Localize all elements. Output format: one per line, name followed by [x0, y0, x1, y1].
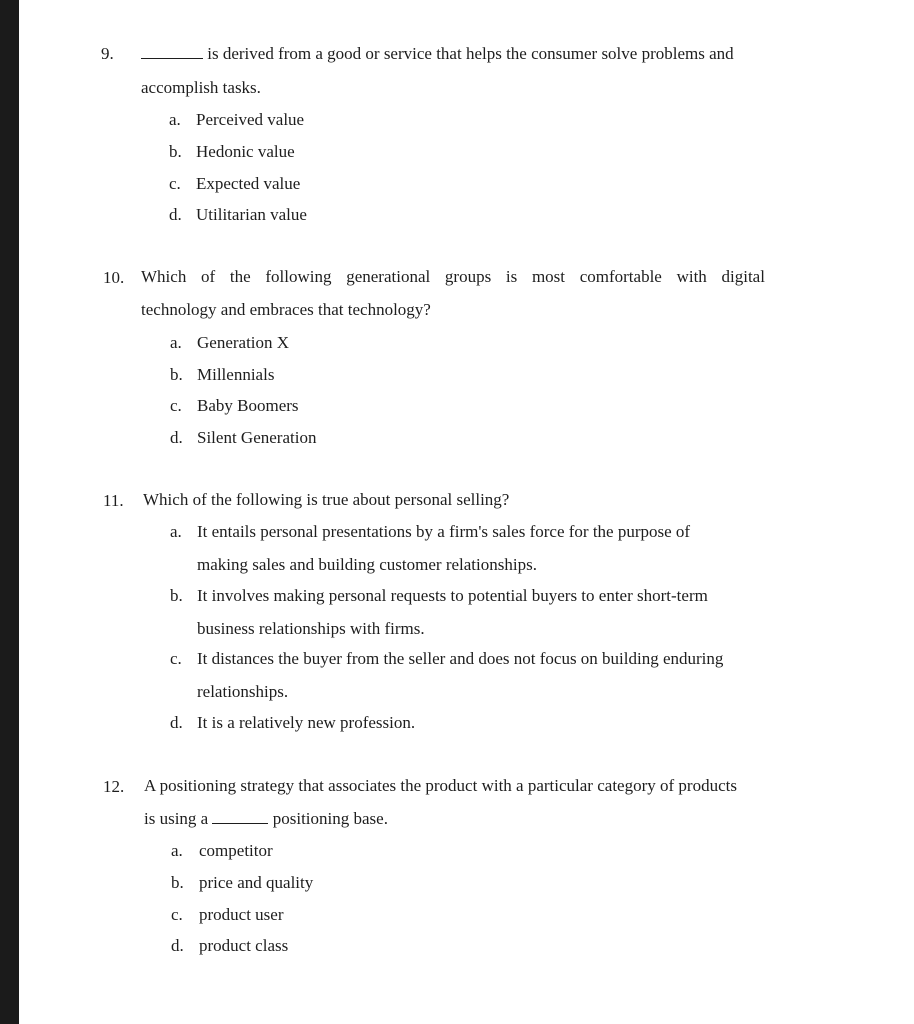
option-letter: b.	[171, 873, 184, 892]
word: comfortable	[579, 267, 662, 286]
question-text-fragment: is using a	[144, 809, 209, 828]
word: of	[201, 267, 216, 286]
option-text: Generation X	[197, 333, 290, 352]
word: generational	[346, 267, 431, 286]
option-text: Baby Boomers	[197, 396, 299, 415]
question-text-line-2: technology and embraces that technology?	[141, 300, 431, 319]
option-text: price and quality	[199, 873, 314, 892]
option-text: Utilitarian value	[196, 205, 307, 224]
answer-blank	[212, 811, 268, 824]
option-text-line-1: It involves making personal requests to potential buyers to enter short-term	[197, 586, 708, 605]
question-number: 11.	[103, 491, 124, 510]
option-letter: c.	[170, 396, 182, 415]
word: groups	[444, 267, 492, 286]
option-text: Expected value	[196, 174, 301, 193]
question-number: 12.	[103, 777, 125, 796]
question-text-line-1: Which of the following is true about personal selling?	[143, 490, 510, 509]
option-text-line-2: making sales and building customer relationships.	[197, 555, 537, 574]
question-text-line-1	[141, 44, 734, 64]
option-letter: d.	[169, 205, 182, 224]
option-text: product class	[199, 936, 289, 955]
question-text-line-1: A positioning strategy that associates the product with a particular category of products	[144, 776, 737, 795]
option-letter: a.	[170, 522, 182, 541]
option-text-line-2: relationships.	[197, 682, 289, 701]
option-letter: b.	[170, 365, 183, 384]
option-letter: d.	[170, 713, 183, 732]
option-text-line-1: It entails personal presentations by a firm's sales force for the purpose of	[197, 522, 691, 541]
option-text-line-1: It distances the buyer from the seller and does not focus on building enduring	[197, 649, 724, 668]
option-letter: a.	[169, 110, 181, 129]
option-letter: c.	[171, 905, 183, 924]
word: most	[531, 267, 566, 286]
option-letter: b.	[170, 586, 183, 605]
option-letter: d.	[171, 936, 184, 955]
option-letter: d.	[170, 428, 183, 447]
left-border	[0, 0, 19, 1024]
word: with	[676, 267, 707, 286]
word: is	[505, 267, 518, 286]
question-text-fragment: positioning base.	[272, 809, 388, 828]
option-text: product user	[199, 905, 284, 924]
word: following	[265, 267, 332, 286]
option-text: Hedonic value	[196, 142, 295, 161]
word: the	[229, 267, 251, 286]
question-text-line-2: accomplish tasks.	[141, 78, 261, 97]
question-number: 9.	[101, 44, 114, 63]
option-text-line-2: business relationships with firms.	[197, 619, 425, 638]
question-text-fragment: is derived from a good or service that helps the consumer solve problems and	[207, 44, 734, 63]
option-text: competitor	[199, 841, 273, 860]
option-letter: b.	[169, 142, 182, 161]
question-text-line-2	[144, 809, 388, 829]
option-text: Perceived value	[196, 110, 305, 129]
word: Which	[141, 267, 187, 286]
option-text-line-1: It is a relatively new profession.	[197, 713, 416, 732]
option-text: Silent Generation	[197, 428, 317, 447]
word: digital	[721, 267, 765, 286]
option-letter: a.	[170, 333, 182, 352]
option-letter: c.	[169, 174, 181, 193]
question-number: 10.	[103, 268, 125, 287]
answer-blank	[141, 46, 203, 59]
option-letter: c.	[170, 649, 182, 668]
option-letter: a.	[171, 841, 183, 860]
question-text-line-1	[141, 267, 765, 287]
option-text: Millennials	[197, 365, 275, 384]
